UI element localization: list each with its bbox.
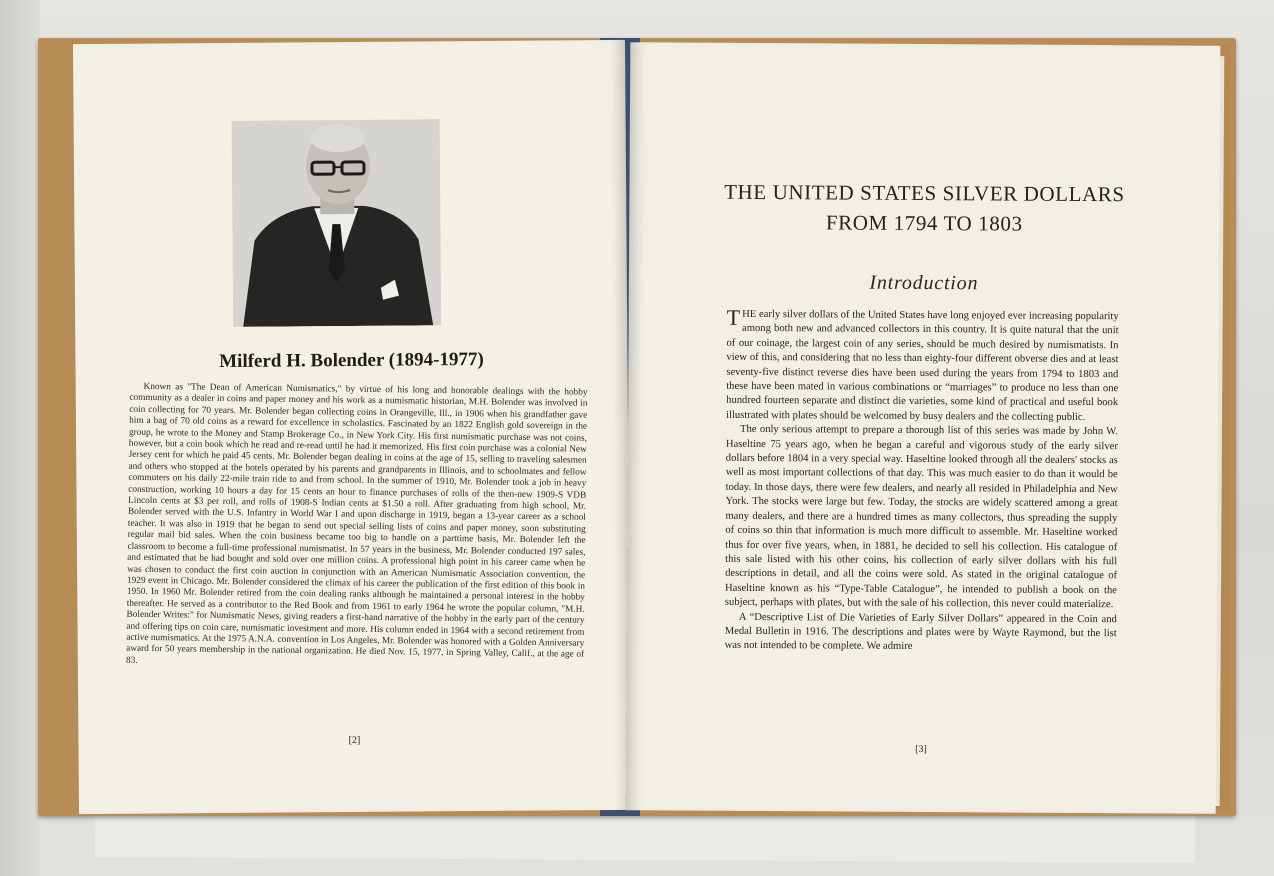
biography-text: Known as "The Dean of American Numismatics," by virtue of his long and honorable dealings with the hobby community as a dealer in coins and paper money and his work as a numismatic historian, M.H. Bolender was involved in coin collecting for 70 years. Mr. Bolender began collecting coins in Orangeville, Ill., in 1906 when his grandfather gave him a bag of 70 old coins as a reward for excellence in scholastics. Fascinated by an 1822 English gold sovereign in the group, he wrote to the Money and Stamp Brokerage Co., in New York City. His first numismatic purchase was not coins, however, but a coin book which he read and re-read until he had it memorized. His first coin purchase was a colonial New Jersey cent for which he paid 45 cents. Mr. Bolender began dealing in coins at the age of 15, selling to traveling salesmen and others who stopped at the hotels operated by his parents and grandparents in Illinois, and to schoolmates and fellow commuters on his daily 22-mile train ride to and from school. In the summer of 1910, Mr. Bolender took a job in heavy construction, working 10 hours a day for 15 cents an hour to finance purchases of rolls of the then-new 1909-S VDB Lincoln cents at $3 per roll, and rolls of 1908-S Indian cents at $1.50 a roll. After graduating from high school, Mr. Bolender served with the U.S. Infantry in World War I and upon discharge in 1919, began a 13-year career as a school teacher. It was also in 1919 that he began to send out special selling lists of coins and paper money, soon substituting regular mail bid sales. When the coin business became too big to handle on a parttime basis, Mr. Bolender left the classroom to become a full-time professional numismatist. In 57 years in the business, Mr. Bolender conducted 197 sales, and estimated that he had bought and sold over one million coins. A professional high point in his career came when he was chosen to conduct the first coin auction in conjunction with an American Numismatic Association convention, the 1929 event in Chicago. Mr. Bolender considered the climax of his career the publication of the first edition of this book in 1950. In 1960 Mr. Bolender retired from the coin dealing ranks although he maintained a personal interest in the hobby thereafter. He served as a contributor to the Red Book and from 1961 to early 1964 he wrote the popular column, "M.H. Bolender Writes:" for Numismatic News, giving readers a first-hand narrative of the hobby in the early part of the century and offering tips on coin care, numismatic investment and more. His column ended in 1964 with a second retirement from active numismatics. At the 1975 A.N.A. convention in Los Angeles, Mr. Bolender was honored with a Golden Anniversary award for 50 years membership in the national organization. He died Nov. 15, 1977, in Spring Valley, Calif., at the age of 83. xyxy=(125,381,588,666)
paragraph-1-text: HE early silver dollars of the United States have long enjoyed ever increasing popularity among both new and advanced collectors in this country. It is quite natural that the unit of our coinage, the largest coin of any series, should be much desired by numismatists. In view of this, and considering that no less than eighty-four different obverse dies and at least seventy-five distinct reverse dies have been used during the years from 1794 to 1803 and these have been mated in various combinations or “marriages” to produce no less than one hundred fourteen separate and distinct die varieties, some kind of practical and useful book illustrated with plates should be welcomed by busy dealers and the collecting public. xyxy=(726,308,1119,423)
paragraph-2: The only serious attempt to prepare a thorough list of this series was made by John W. Haseltine 75 years ago, when he began a careful and vigorous study of the early silver dollars before 1804 in a very special way. Haseltine looked through all the dealers' stocks as well as most important collections of that day. This was much easier to do than it would be today. In those days, there were few dealers, and nearly all resided in Philadelphia and New York. The stocks were large but few. Today, the stocks are widely scattered among a great many dealers, and there are a hundred times as many collectors, thus spreading the supply of coins so thin that information is much more difficult to assemble. Mr. Haseltine worked thus for over five years, when, in 1881, he decided to sell his collection. His catalogue of this sale listed with his other coins, his collection of early silver dollars with his full descriptions in detail, and all the coins were sold. As stated in the original catalogue of Haseltine known as his “Type-Table Catalogue”, he intended to publish a book on the subject, perhaps with plates, but with the sale of his collection, this never could materialize. xyxy=(724,424,1119,611)
page-number-left: [2] xyxy=(348,734,361,747)
portrait-caption: Milferd H. Bolender (1894-1977) xyxy=(219,348,484,373)
paragraph-3: A “Descriptive List of Die Varieties of Early Silver Dollars” appeared in the Coin and Medal Bulletin in 1916. The descriptions and plates were by Wayte Raymond, but the list was not intended to be complete. We admire xyxy=(724,611,1117,653)
portrait-photo xyxy=(232,119,442,327)
book-title xyxy=(629,176,1219,240)
section-heading: Introduction xyxy=(869,271,979,295)
paragraph-1 xyxy=(726,304,1119,426)
drop-cap: T xyxy=(726,304,741,330)
right-page xyxy=(626,42,1221,814)
left-page xyxy=(73,40,631,814)
introduction-text xyxy=(724,304,1119,656)
title-line-2: FROM 1794 TO 1803 xyxy=(825,210,1023,236)
portrait-image xyxy=(232,119,442,327)
title-line-1: THE UNITED STATES SILVER DOLLARS xyxy=(724,179,1125,207)
page-number-right: [3] xyxy=(915,743,927,756)
